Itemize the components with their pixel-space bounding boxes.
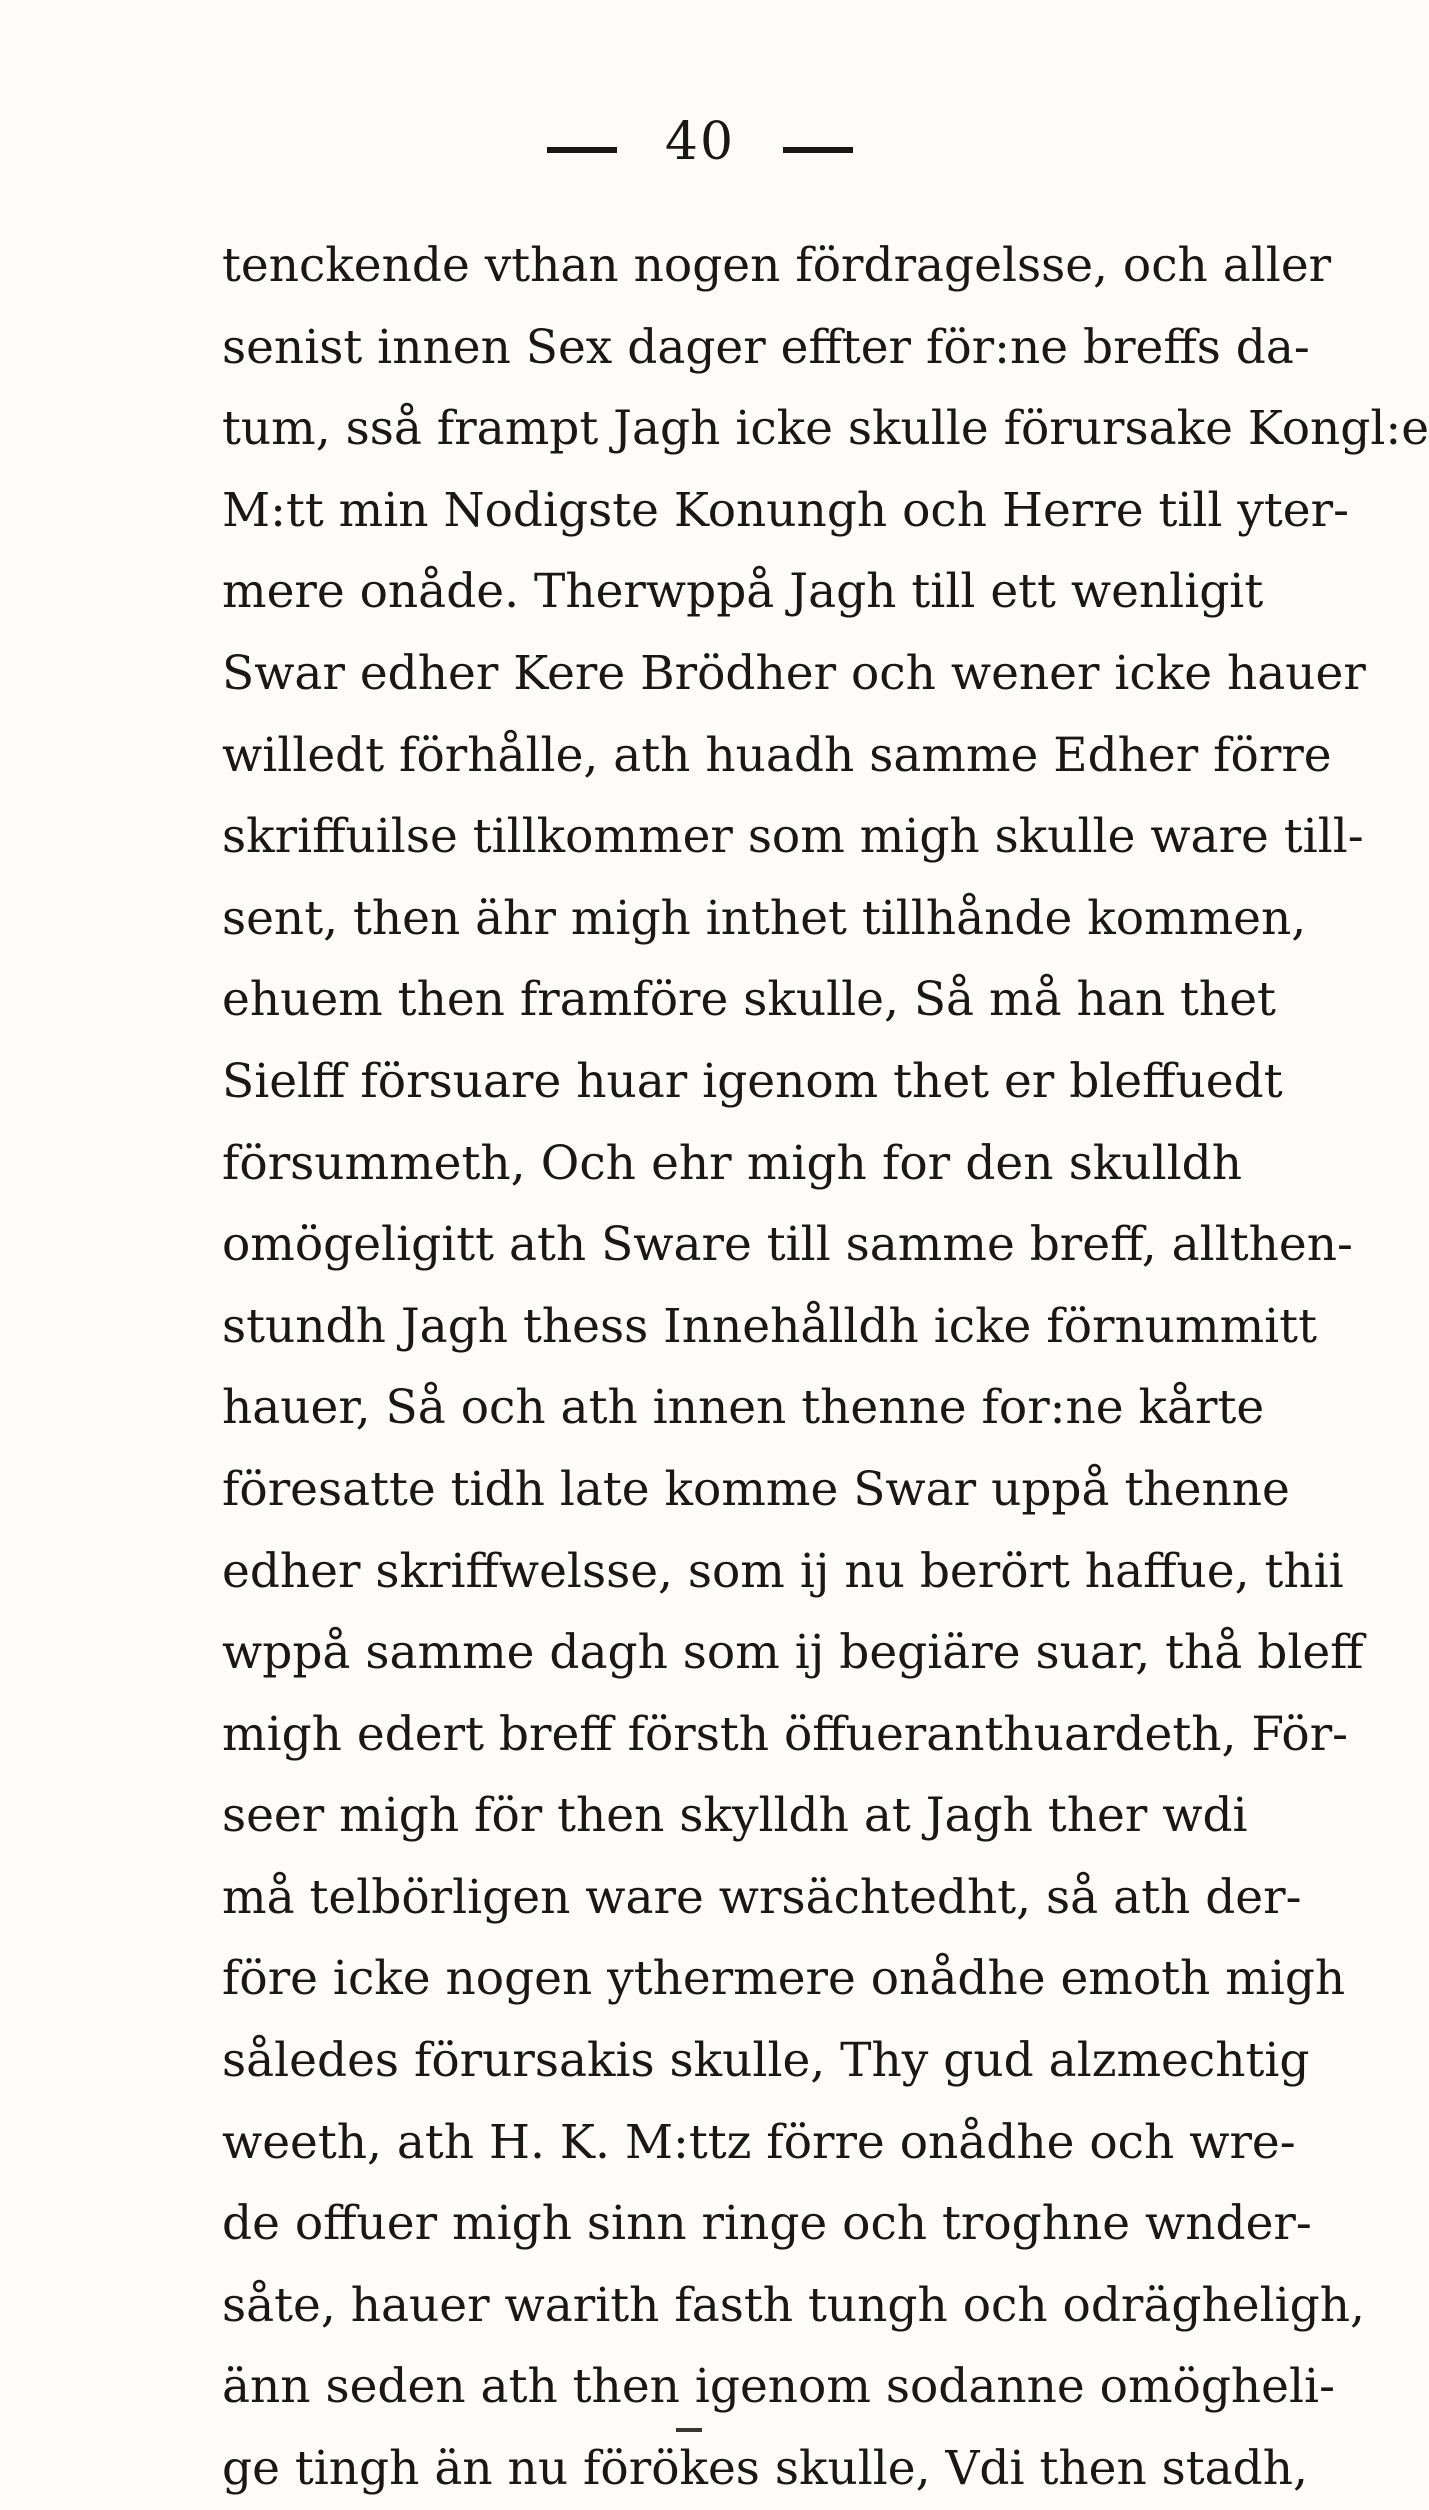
header-dash-left xyxy=(547,147,617,153)
text-line: Sielff försuare huar igenom thet er bleffuedt xyxy=(222,1053,1283,1109)
text-line: änn seden ath then igenom sodanne omögheli- xyxy=(222,2359,1335,2415)
text-line: såte, hauer warith fasth tungh och odrägheligh, xyxy=(222,2277,1365,2333)
header-dash-right xyxy=(783,147,853,153)
text-line: stundh Jagh thess Innehålldh icke förnummitt xyxy=(222,1298,1317,1354)
text-line: hauer, Så och ath innen thenne for:ne kårte xyxy=(222,1380,1265,1436)
text-line: således förursakis skulle, Thy gud alzmechtig xyxy=(222,2033,1310,2089)
text-line: wppå samme dagh som ij begiäre suar, thå bleff xyxy=(222,1625,1364,1681)
text-line: de offuer migh sinn ringe och troghne wnder- xyxy=(222,2196,1312,2252)
body-text xyxy=(222,225,1429,2510)
text-line: M:tt min Nodigste Konungh och Herre till yter- xyxy=(222,482,1349,538)
footer-mark xyxy=(676,2428,702,2432)
text-line: skriffuilse tillkommer som migh skulle ware till- xyxy=(222,809,1364,865)
text-line: Swar edher Kere Brödher och wener icke hauer xyxy=(222,645,1366,701)
page-header xyxy=(0,112,1400,172)
text-line: försummeth, Och ehr migh for den skulldh xyxy=(222,1135,1242,1191)
text-line: mere onåde. Therwppå Jagh till ett wenligit xyxy=(222,564,1264,620)
text-line: före icke nogen ythermere onådhe emoth migh xyxy=(222,1951,1346,2007)
text-line: weeth, ath H. K. M:ttz förre onådhe och wre- xyxy=(222,2114,1296,2170)
text-line: seer migh för then skylldh at Jagh ther wdi xyxy=(222,1788,1248,1844)
text-line: ge tingh än nu förökes skulle, Vdi then stadh, xyxy=(222,2441,1308,2497)
text-line: migh edert breff försth öffueranthuardeth, För- xyxy=(222,1706,1349,1762)
page-number: 40 xyxy=(664,112,736,172)
text-line: senist innen Sex dager effter för:ne breffs da- xyxy=(222,319,1310,375)
text-line: sent, then ähr migh inthet tillhånde kommen, xyxy=(222,890,1307,946)
text-line: edher skriffwelsse, som ij nu berört haffue, thii xyxy=(222,1543,1344,1599)
text-line: tenckende vthan nogen fördragelsse, och aller xyxy=(222,238,1332,293)
text-line: tum, sså frampt Jagh icke skulle förursake Kongl:e xyxy=(222,401,1429,457)
text-line: ehuem then framföre skulle, Så må han thet xyxy=(222,972,1276,1028)
text-line: föresatte tidh late komme Swar uppå thenne xyxy=(222,1461,1290,1517)
text-line: omögeligitt ath Sware till samme breff, allthen- xyxy=(222,1217,1353,1273)
text-line: willedt förhålle, ath huadh samme Edher förre xyxy=(222,727,1332,783)
text-line: må telbörligen ware wrsächtedht, så ath der- xyxy=(222,1869,1302,1925)
